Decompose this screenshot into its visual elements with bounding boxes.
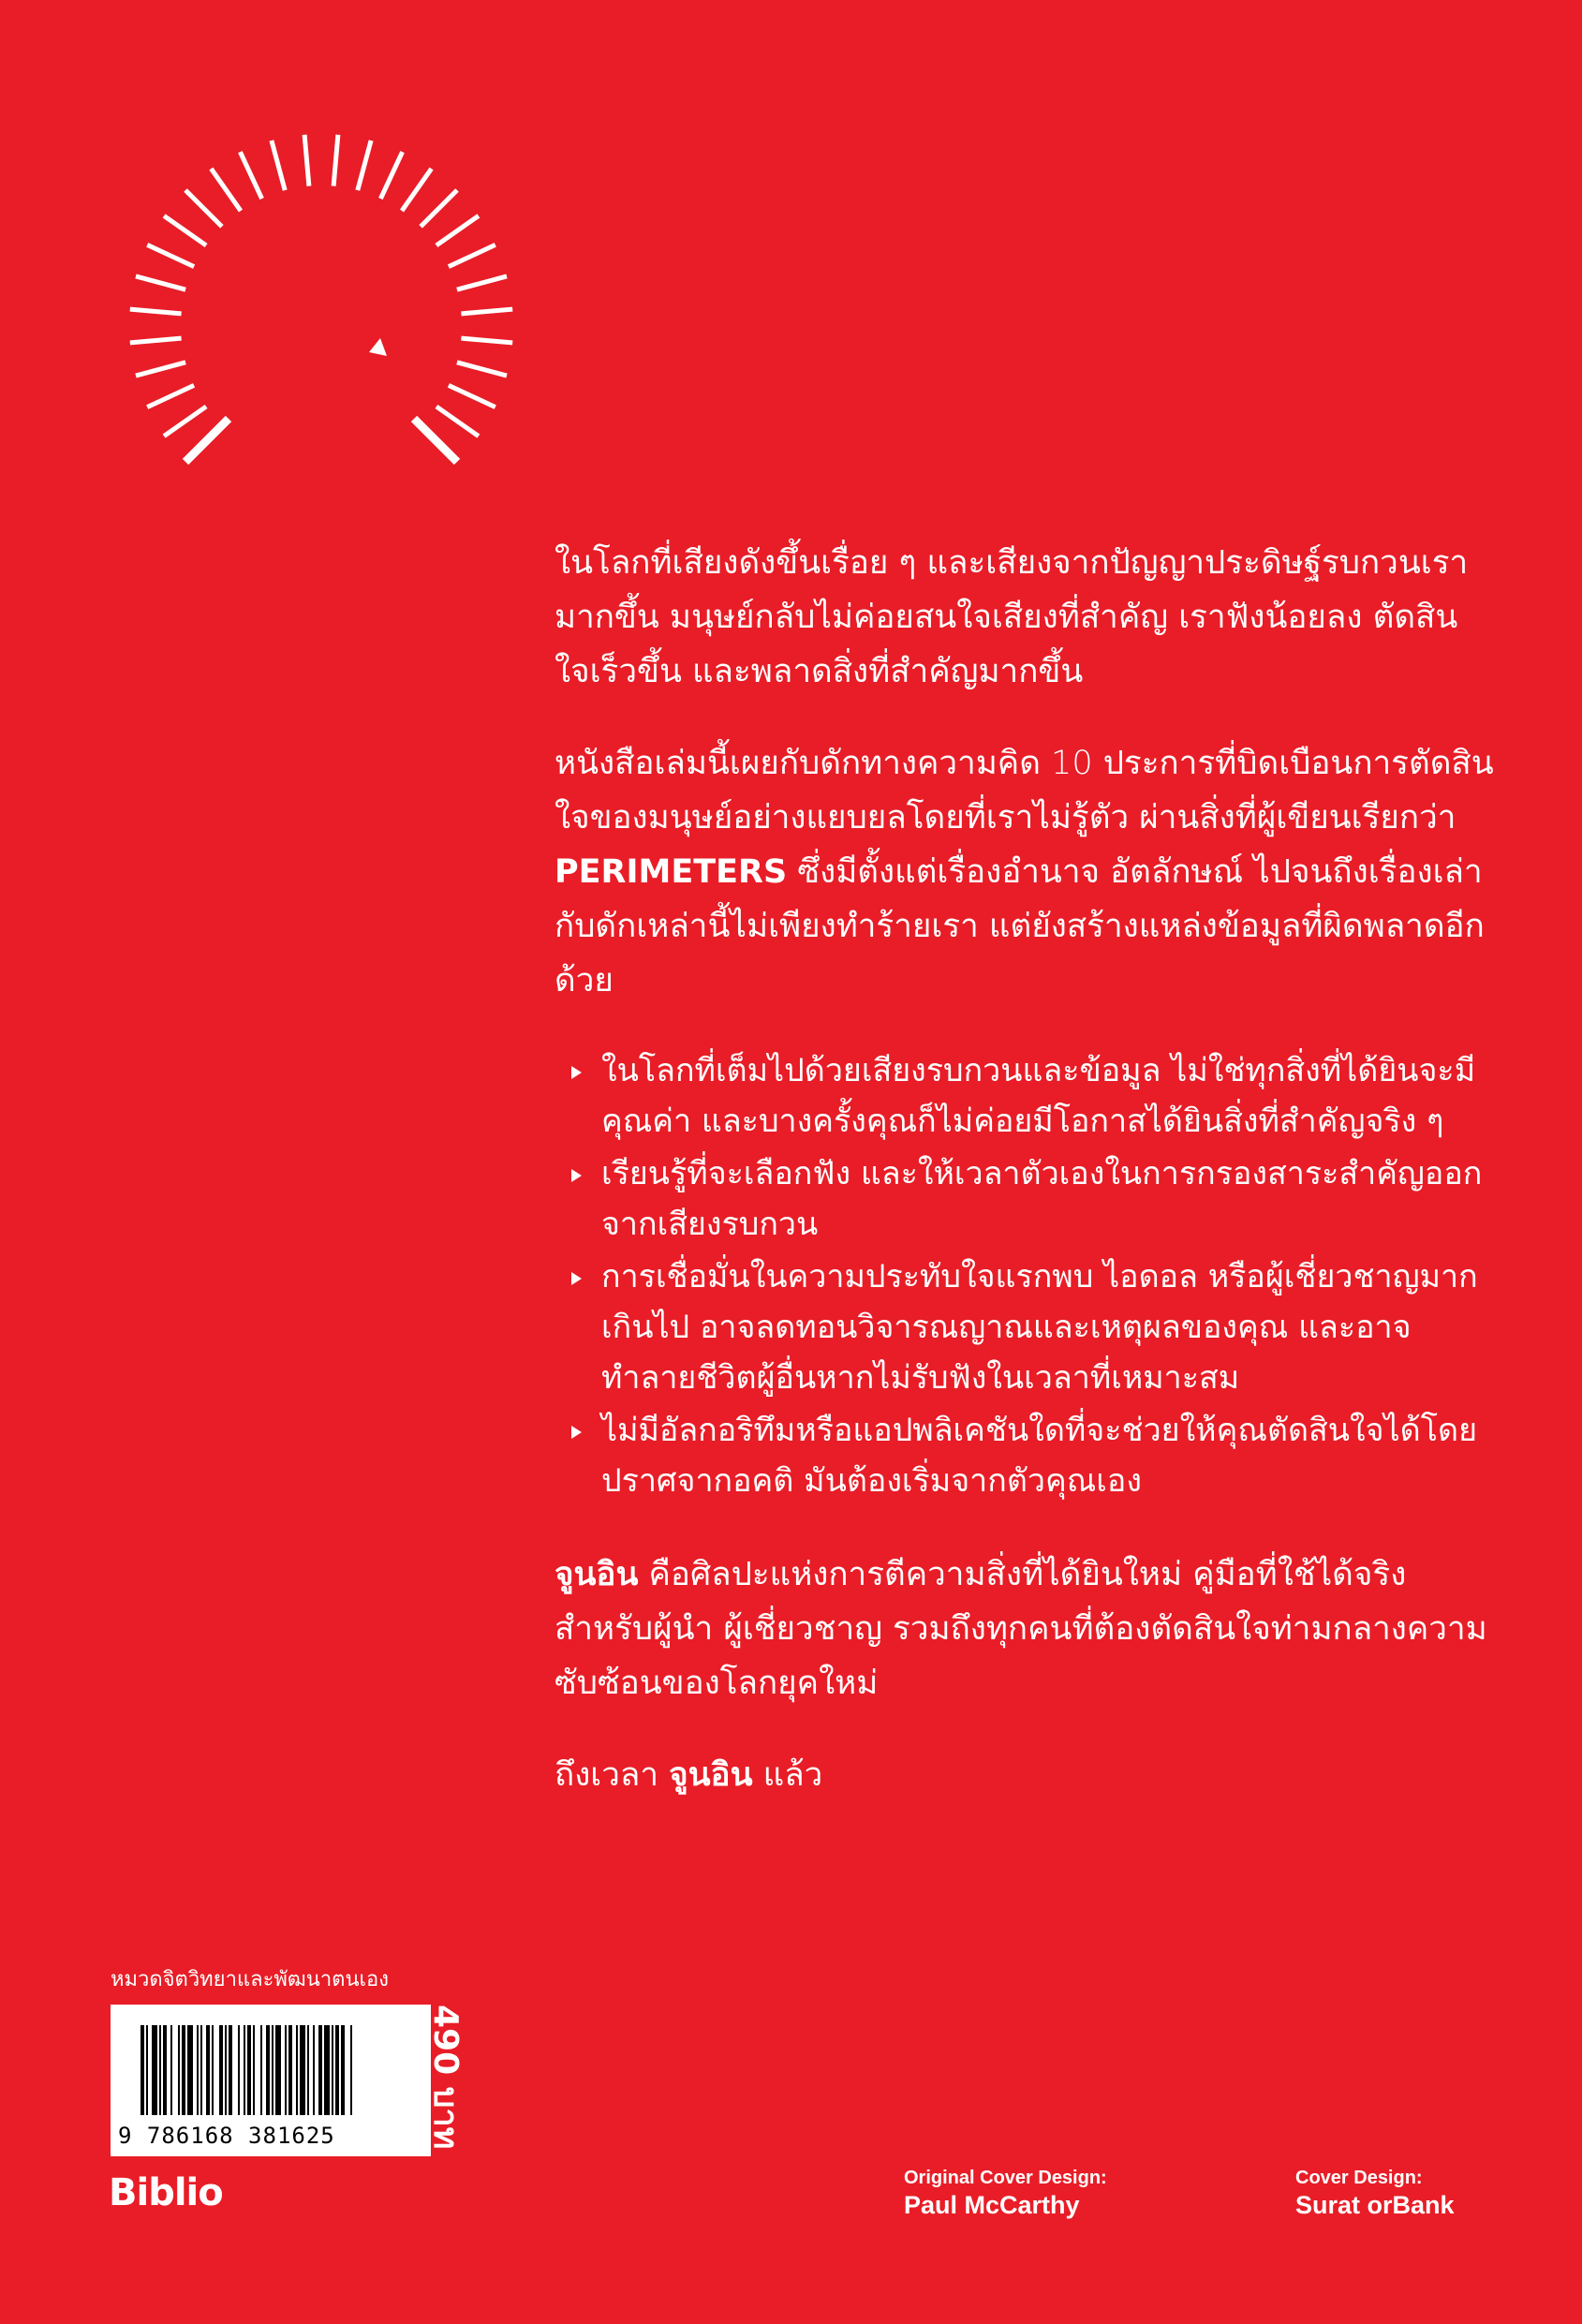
paragraph-call [554, 1748, 1501, 1802]
dial-tick [136, 276, 185, 289]
barcode-bar [238, 2025, 240, 2115]
blurb [554, 536, 1501, 1840]
credit-label: Cover Design: [1295, 2168, 1423, 2188]
barcode-bar [187, 2025, 193, 2115]
dial-tick [449, 385, 495, 407]
paragraph-call-text-2: แล้ว [752, 1756, 823, 1794]
bullet-list [554, 1045, 1501, 1506]
dial-tick [457, 363, 507, 376]
barcode-bar [197, 2025, 199, 2115]
list-item-text: เรียนรู้ที่จะเลือกฟัง และให้เวลาตัวเองในการกรองสาระสำคัญออกจากเสียงรบกวน [601, 1155, 1483, 1243]
barcode-bar [253, 2025, 255, 2115]
dial-tick [147, 244, 194, 266]
dial-tick [436, 215, 479, 245]
dial-tick [461, 338, 512, 343]
barcode-bar [200, 2025, 202, 2115]
barcode-bar [159, 2025, 161, 2115]
dial-tick [164, 407, 206, 437]
dial-tick [402, 169, 432, 211]
dial-tick [304, 135, 309, 186]
barcode [111, 2005, 431, 2156]
barcode-bar [313, 2025, 315, 2115]
dial-tick [461, 309, 512, 314]
dial-tick [333, 135, 338, 186]
barcode-bar [296, 2025, 298, 2115]
dial-tick [147, 385, 194, 407]
dial-tick [211, 169, 241, 211]
barcode-bar [229, 2025, 232, 2115]
paragraph-perimeters-text-2: ซึ่งมีตั้งแต่เรื่องอำนาจ อัตลักษณ์ ไปจนถึงเรื่องเล่า กับดักเหล่านี้ไม่เพียงทำร้ายเรา แต่ยังสร้างแหล่งข้อมูลที่ผิดพลาดอีกด้วย [554, 853, 1485, 999]
dial-tick [414, 419, 457, 462]
barcode-bar [140, 2025, 144, 2115]
barcode-bar [307, 2025, 309, 2115]
barcode-bar [266, 2025, 270, 2115]
publisher-logo: Biblio [109, 2171, 223, 2214]
list-item [554, 1045, 1501, 1147]
barcode-bar [332, 2025, 333, 2115]
barcode-icon [140, 2025, 401, 2115]
barcode-bar [212, 2025, 214, 2115]
dial-icon [94, 75, 581, 506]
bullet-arrow-icon [571, 1426, 582, 1439]
bullet-arrow-icon [571, 1066, 582, 1079]
list-item [554, 1405, 1501, 1506]
barcode-bar [335, 2025, 339, 2115]
paragraph-perimeters [554, 736, 1501, 1008]
barcode-bar [285, 2025, 287, 2115]
barcode-bar [244, 2025, 245, 2115]
credit-name: Surat orBank [1295, 2191, 1455, 2219]
book-title-repeat: จูนอิน [669, 1756, 753, 1794]
book-title: จูนอิน [554, 1556, 639, 1593]
dial-tick [130, 338, 182, 343]
list-item-text: ในโลกที่เต็มไปด้วยเสียงรบกวนและข้อมูล ไม่ใช่ทุกสิ่งที่ได้ยินจะมีคุณค่า และบางครั้งคุณก็ไม่ค่อยมีโอกาสได้ยินสิ่งที่สำคัญจริง ๆ [601, 1052, 1476, 1140]
paragraph-perimeters-text-1: หนังสือเล่มนี้เผยกับดักทางความคิด 10 ประการที่บิดเบือนการตัดสินใจของมนุษย์อย่างแยบยลโดยที่เราไม่รู้ตัว ผ่านสิ่งที่ผู้เขียนเรียกว่า [554, 745, 1494, 836]
price: 490 บาท [426, 2005, 465, 2150]
dial-tick [240, 152, 261, 199]
perimeters-term: PERIMETERS [554, 853, 788, 891]
dial-tick [272, 141, 285, 190]
barcode-bar [152, 2025, 157, 2115]
barcode-bar [275, 2025, 281, 2115]
credit-name: Paul McCarthy [904, 2191, 1080, 2219]
barcode-bar [178, 2025, 180, 2115]
dial-tick [436, 407, 479, 437]
barcode-bar [247, 2025, 251, 2115]
barcode-bar [260, 2025, 262, 2115]
triangle-pointer-icon [369, 338, 387, 356]
barcode-bar [170, 2025, 172, 2115]
barcode-bar [324, 2025, 330, 2115]
original-cover-credit [904, 2166, 1107, 2220]
paragraph-call-text-1: ถึงเวลา [554, 1756, 670, 1794]
list-item [554, 1148, 1501, 1250]
barcode-bar [163, 2025, 167, 2115]
paragraph-closing-text: คือศิลปะแห่งการตีความสิ่งที่ได้ยินใหม่ คู่มือที่ใช้ได้จริงสำหรับผู้นำ ผู้เชี่ยวชาญ รวมถึงทุกคนที่ต้องตัดสินใจท่ามกลางความซับซ้อนของโลกยุคใหม่ [554, 1556, 1487, 1702]
barcode-bar [219, 2025, 223, 2115]
list-item [554, 1251, 1501, 1403]
barcode-bar [288, 2025, 292, 2115]
dial-tick [130, 309, 182, 314]
dial-tick [185, 419, 229, 462]
dial-tick [380, 152, 402, 199]
barcode-bar [182, 2025, 185, 2115]
dial-tick [449, 244, 495, 266]
dial-tick [136, 363, 185, 376]
barcode-bar [341, 2025, 345, 2115]
barcode-bar [225, 2025, 227, 2115]
barcode-bar [318, 2025, 322, 2115]
cover-design-credit [1295, 2166, 1455, 2220]
credit-label: Original Cover Design: [904, 2168, 1107, 2188]
bullet-arrow-icon [571, 1169, 582, 1182]
paragraph-intro: ในโลกที่เสียงดังขึ้นเรื่อย ๆ และเสียงจากปัญญาประดิษฐ์รบกวนเรามากขึ้น มนุษย์กลับไม่ค่อยสนใจเสียงที่สำคัญ เราฟังน้อยลง ตัดสินใจเร็วขึ้น และพลาดสิ่งที่สำคัญมากขึ้น [554, 544, 1469, 690]
barcode-bar [272, 2025, 274, 2115]
list-item-text: ไม่มีอัลกอริทึมหรือแอปพลิเคชันใดที่จะช่วยให้คุณตัดสินใจได้โดยปราศจากอคติ มันต้องเริ่มจากตัวคุณเอง [601, 1412, 1477, 1500]
barcode-bar [300, 2025, 305, 2115]
dial-tick [358, 141, 371, 190]
barcode-bar [350, 2025, 352, 2115]
list-item-text: การเชื่อมั่นในความประทับใจแรกพบ ไอดอล หรือผู้เชี่ยวชาญมากเกินไป อาจลดทอนวิจารณญาณและเหตุผลของคุณ และอาจทำลายชีวิตผู้อื่นหากไม่รับฟังในเวลาที่เหมาะสม [601, 1258, 1478, 1397]
dial-tick [457, 276, 507, 289]
isbn-number: 9 786168 381625 [118, 2123, 335, 2149]
barcode-bar [146, 2025, 148, 2115]
dial-tick [185, 190, 222, 227]
category-label: หมวดจิตวิทยาและพัฒนาตนเอง [111, 1968, 389, 1991]
paragraph-closing [554, 1547, 1501, 1710]
dial-tick [164, 215, 206, 245]
dial-tick [421, 190, 457, 227]
bullet-arrow-icon [571, 1272, 582, 1285]
barcode-bar [206, 2025, 210, 2115]
